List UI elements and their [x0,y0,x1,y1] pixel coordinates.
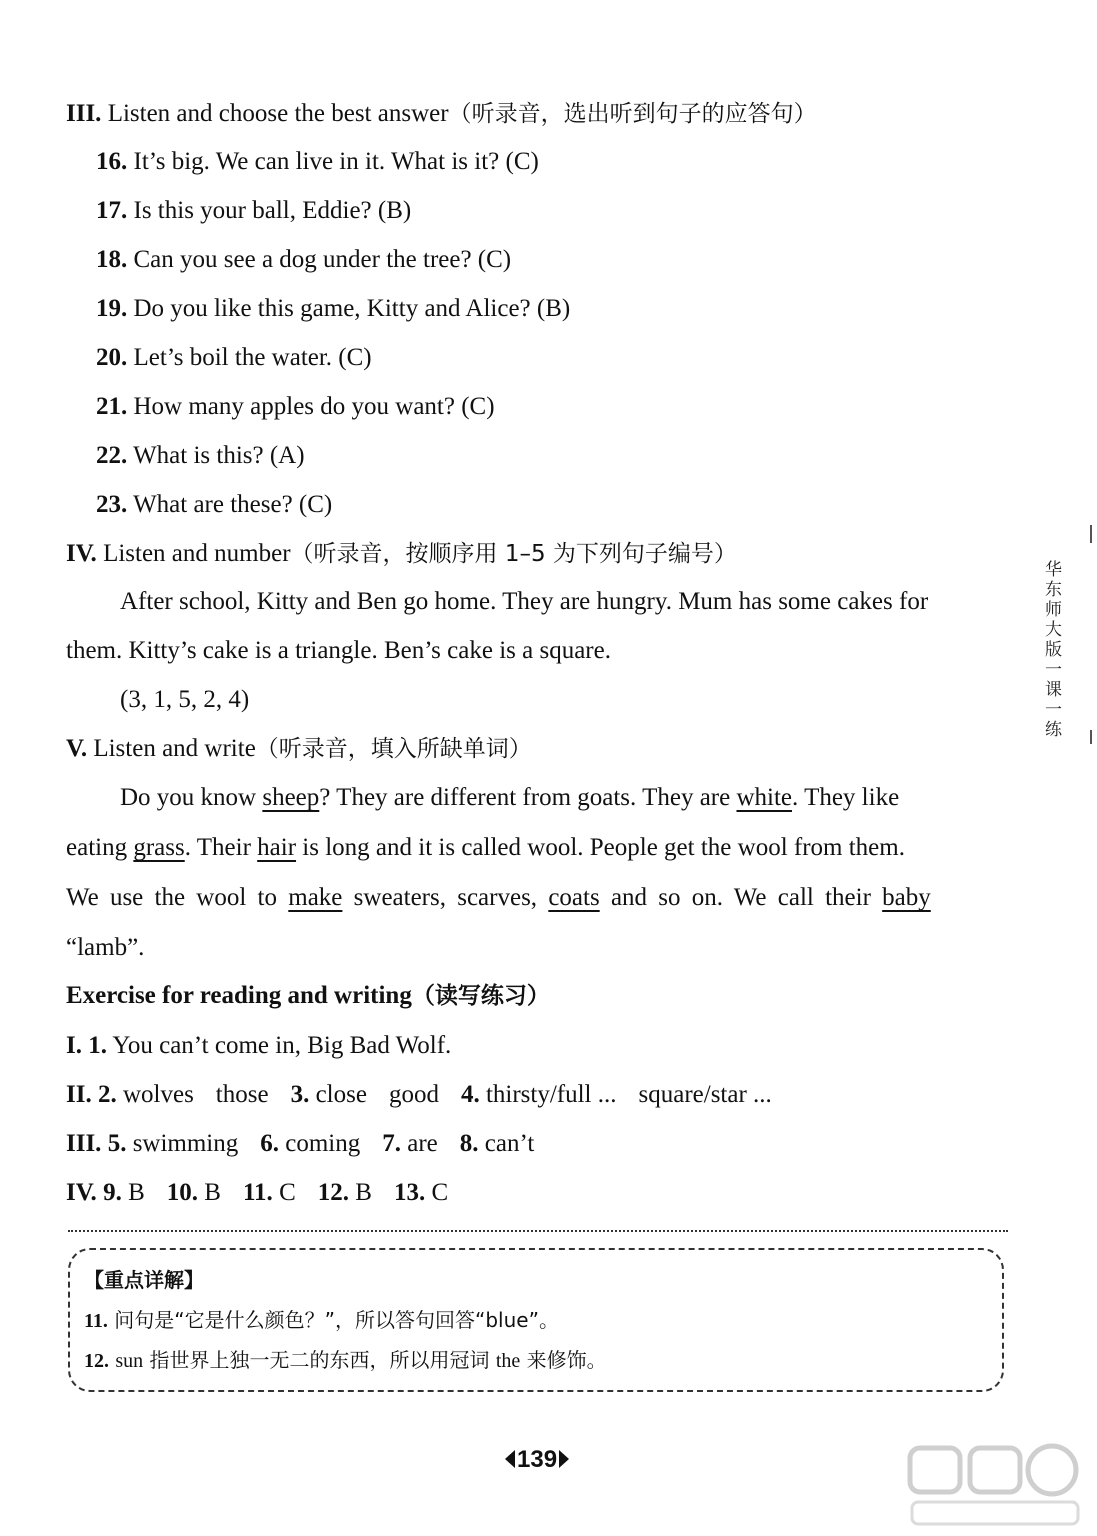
item-answer: close [315,1081,367,1108]
item-number: 1. [88,1032,107,1059]
side-book-title: 华东师大版一课一练 [1041,560,1061,740]
side-tick-bottom [1090,730,1092,744]
item-text: Let’s boil the water. (C) [133,344,372,371]
item-text: Is this your ball, Eddie? (B) [133,197,412,224]
blank-answer-sheep: sheep [262,784,320,811]
reading-writing-title-cn: （读写练习） [411,983,550,1009]
item-answer: those [215,1081,269,1108]
section-4-paragraph-line-1: After school, Kitty and Ben go home. They are hungry. Mum has some cakes for [120,588,929,615]
key-point-text: 来修饰。 [526,1348,607,1372]
key-point-text: 指世界上独一无二的东西，所以用冠词 [149,1348,490,1372]
item-text: Can you see a dog under the tree? (C) [133,246,512,273]
key-point-text: the [495,1350,521,1372]
text-segment: ? They are different from goats. They are [319,784,737,811]
item-answer: good [388,1081,439,1108]
item-answer: swimming [132,1130,239,1157]
item-answer: are [407,1130,438,1157]
item-number: 7. [382,1130,402,1157]
key-point-number: 12. [84,1350,109,1372]
item-number: 13. [393,1179,426,1206]
roman-numeral: III. [66,1130,102,1157]
section-5-number: V. [66,735,88,762]
text-segment: . Their [184,834,258,861]
item-number: 17. [96,197,128,224]
item-answer: C [431,1179,449,1206]
item-number: 3. [290,1081,310,1108]
item-text: How many apples do you want? (C) [133,393,495,420]
blank-answer-coats: coats [548,884,600,911]
item-answer: B [204,1179,221,1206]
text-segment: and so on. We call their [599,884,883,911]
watermark-logo-icon [900,1440,1090,1530]
key-point-text: 问句是“它是什么颜色？”，所以答句回答“blue”。 [114,1308,559,1332]
rw-row-2 [66,1079,772,1111]
section-3-item [96,440,305,472]
section-5-line-4: “lamb”. [66,934,145,961]
reading-writing-heading [66,980,550,1012]
section-3-item [96,293,570,325]
section-3-title: Listen and choose the best answer [107,100,449,127]
item-number: 4. [460,1081,480,1108]
item-number: 19. [96,295,128,322]
rw-row-4 [66,1177,448,1209]
section-3-heading [66,98,817,130]
section-4-heading [66,538,737,570]
item-answer: thirsty/full ... [485,1081,617,1108]
item-answer: wolves [122,1081,194,1108]
item-number: 18. [96,246,128,273]
rw-row-3 [66,1128,534,1160]
text-segment: eating [66,834,134,861]
item-answer: can’t [484,1130,535,1157]
section-3-item [96,244,511,276]
page-number-value: 139 [517,1446,558,1473]
text-segment: Do you know [120,784,263,811]
item-answer: square/star ... [638,1081,772,1108]
text-segment: is long and it is called wool. People get the wool from them. [296,834,905,861]
section-4-title-cn: （听录音，按顺序用 1–5 为下列句子编号） [290,541,737,567]
item-number: 6. [260,1130,280,1157]
blank-answer-make: make [288,884,343,911]
item-number: 9. [103,1179,122,1206]
roman-numeral: IV. [66,1179,97,1206]
section-3-item [96,489,332,521]
section-3-item [96,391,495,423]
item-text: What is this? (A) [133,442,305,469]
item-answer: B [128,1179,145,1206]
section-3-item [96,146,539,178]
section-5-line-3 [66,882,931,914]
blank-answer-baby: baby [882,884,931,911]
section-5-line-2 [66,832,905,864]
key-point-12 [84,1346,607,1375]
item-number: 20. [96,344,128,371]
section-5-heading [66,733,532,765]
reading-writing-title: Exercise for reading and writing [66,982,412,1009]
section-5-line-1 [120,782,899,814]
section-5-title-cn: （听录音，填入所缺单词） [255,736,532,762]
side-tick-top [1090,525,1092,543]
item-number: 5. [107,1130,127,1157]
text-segment: . They like [792,784,900,811]
item-text: It’s big. We can live in it. What is it? (C) [133,148,539,175]
page-number [505,1446,569,1474]
arrow-right-icon [559,1450,569,1468]
roman-numeral: II. [66,1081,92,1108]
item-answer: coming [285,1130,361,1157]
key-points-heading: 【重点详解】 [84,1268,204,1292]
item-number: 12. [317,1179,349,1206]
section-4-title: Listen and number [103,540,291,567]
section-4-answer: (3, 1, 5, 2, 4) [120,686,250,713]
item-number: 11. [242,1179,273,1206]
blank-answer-grass: grass [133,834,185,861]
text-segment: We use the wool to [66,884,289,911]
section-3-item [96,342,372,374]
key-point-11 [84,1306,559,1335]
item-number: 2. [97,1081,117,1108]
section-3-title-cn: （听录音，选出听到句子的应答句） [448,101,817,127]
item-text: What are these? (C) [133,491,333,518]
blank-answer-white: white [736,784,793,811]
item-answer: B [355,1179,372,1206]
item-text: Do you like this game, Kitty and Alice? (B) [133,295,571,322]
rw-row-1 [66,1030,451,1062]
item-number: 23. [96,491,128,518]
item-number: 10. [166,1179,198,1206]
item-answer: C [279,1179,296,1206]
section-5-title: Listen and write [93,735,256,762]
key-point-number: 11. [84,1310,108,1332]
section-4-paragraph-line-2: them. Kitty’s cake is a triangle. Ben’s cake is a square. [66,637,611,664]
section-4-number: IV. [66,540,97,567]
section-3-item [96,195,411,227]
item-number: 21. [96,393,128,420]
roman-numeral: I. [66,1032,82,1059]
arrow-left-icon [505,1450,515,1468]
item-number: 8. [459,1130,479,1157]
item-number: 22. [96,442,128,469]
item-answer: You can’t come in, Big Bad Wolf. [112,1032,452,1059]
dotted-divider [68,1230,1008,1232]
item-number: 16. [96,148,128,175]
text-segment: sweaters, scarves, [342,884,549,911]
key-point-text: sun [115,1350,144,1372]
blank-answer-hair: hair [257,834,297,861]
section-3-number: III. [66,100,102,127]
